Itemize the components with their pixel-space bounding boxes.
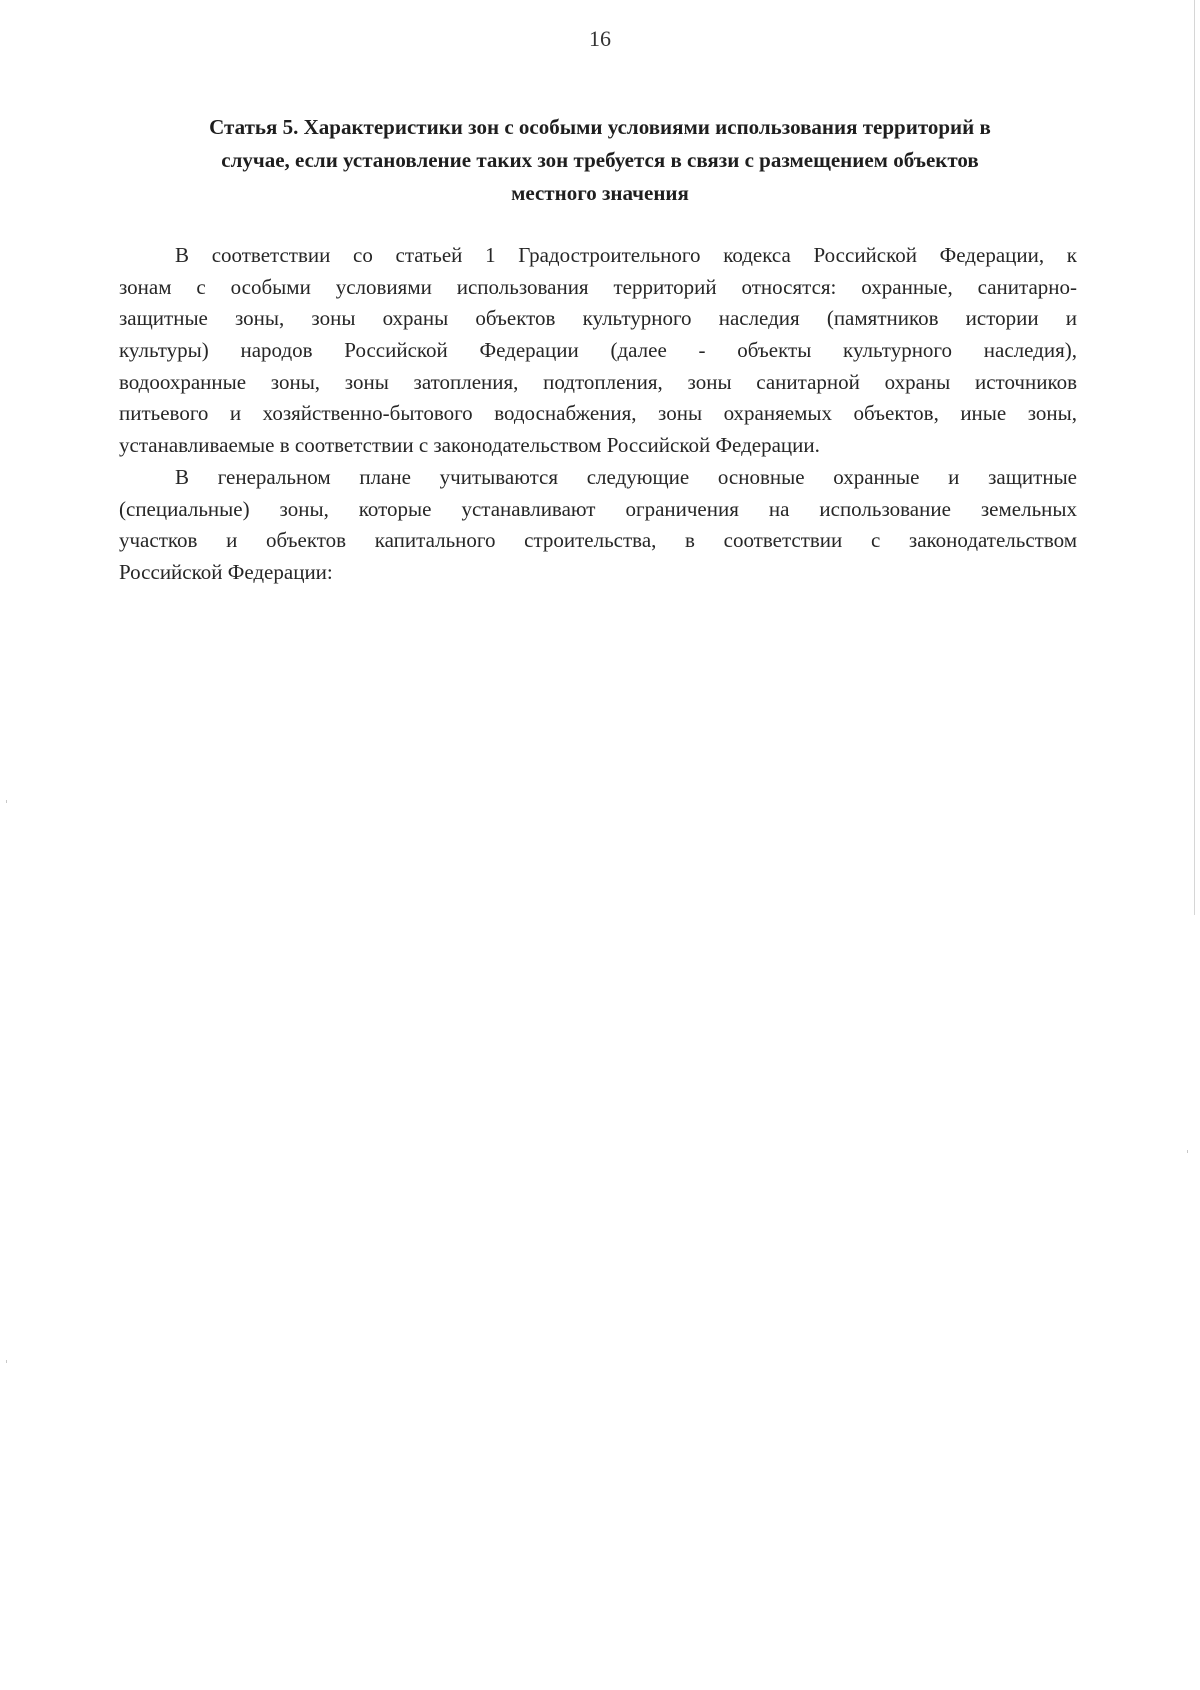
paragraph-line: Российской Федерации:	[119, 559, 333, 584]
scan-speck	[6, 800, 7, 803]
paragraph-line: устанавливаемые в соответствии с законодательством Российской Федерации.	[119, 433, 820, 458]
paragraph-line: В генеральном плане учитываются следующие основные охранные и защитные	[175, 464, 1077, 489]
paragraph-general-plan-zones	[119, 462, 1077, 589]
scan-speck	[6, 1360, 7, 1363]
page-number: 16	[589, 26, 611, 51]
paragraph-line: питьевого и хозяйственно-бытового водоснабжения, зоны охраняемых объектов, иные зоны,	[119, 401, 1077, 426]
paragraph-line: водоохранные зоны, зоны затопления, подтопления, зоны санитарной охраны источников	[119, 369, 1077, 394]
paragraph-zones-definition	[119, 240, 1077, 462]
paragraph-line: (специальные) зоны, которые устанавливают ограничения на использование земельных	[119, 496, 1077, 521]
article-body	[119, 240, 1077, 589]
paragraph-line: зонам с особыми условиями использования территорий относятся: охранные, санитарно-	[119, 274, 1077, 299]
article-heading	[150, 111, 1050, 210]
heading-line: случае, если установление таких зон требуется в связи с размещением объектов	[221, 148, 979, 172]
paragraph-line: защитные зоны, зоны охраны объектов культурного наследия (памятников истории и	[119, 306, 1077, 331]
scan-speck	[1187, 1150, 1188, 1153]
scan-edge-line	[1194, 0, 1195, 915]
paragraph-line: В соответствии со статьей 1 Градостроительного кодекса Российской Федерации, к	[175, 243, 1077, 267]
paragraph-line: участков и объектов капитального строительства, в соответствии с законодательством	[119, 528, 1077, 553]
heading-line: местного значения	[511, 181, 689, 205]
paragraph-line: культуры) народов Российской Федерации (далее - объекты культурного наследия),	[119, 338, 1077, 363]
heading-line: Статья 5. Характеристики зон с особыми условиями использования территорий в	[209, 115, 991, 139]
